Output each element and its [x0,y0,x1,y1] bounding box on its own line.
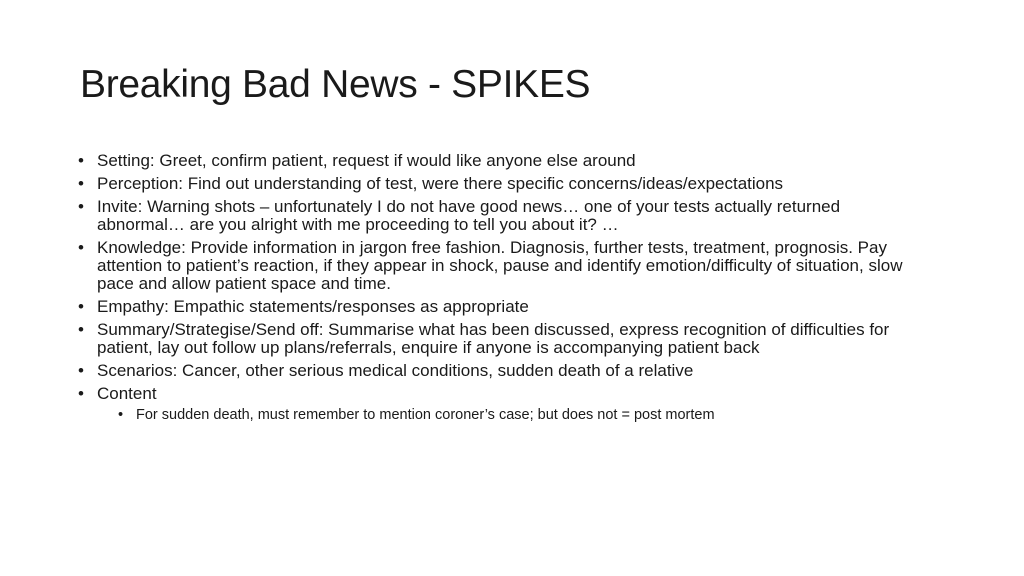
bullet-content-item [76,385,926,424]
bullet-content: Content [97,384,157,403]
bullet-list [76,152,926,429]
bullet-knowledge: • Knowledge: Provide information in jargon free fashion. Diagnosis, further tests, treatment, prognosis. Pay attention to patient’s reaction, if they appear in shock, pause and identify emotion/difficulty of situation, slow pace and allow patient space and time. [76,239,926,293]
slide-title: Breaking Bad News - SPIKES [80,63,591,106]
bullet-summary: • Summary/Strategise/Send off: Summarise what has been discussed, express recognition of difficulties for patient, lay out follow up plans/referrals, enquire if anyone is accompanying patient back [76,321,926,357]
sub-bullet-sudden-death: • For sudden death, must remember to mention coroner’s case; but does not = post mortem [117,407,926,424]
bullet-invite: • Invite: Warning shots – unfortunately I do not have good news… one of your tests actually returned abnormal… are you alright with me proceeding to tell you about it? … [76,198,926,234]
bullet-scenarios: • Scenarios: Cancer, other serious medical conditions, sudden death of a relative [76,362,926,380]
bullet-empathy: • Empathy: Empathic statements/responses as appropriate [76,298,926,316]
sub-bullet-list [97,407,926,424]
bullet-setting: • Setting: Greet, confirm patient, request if would like anyone else around [76,152,926,170]
bullet-perception: • Perception: Find out understanding of test, were there specific concerns/ideas/expectations [76,175,926,193]
